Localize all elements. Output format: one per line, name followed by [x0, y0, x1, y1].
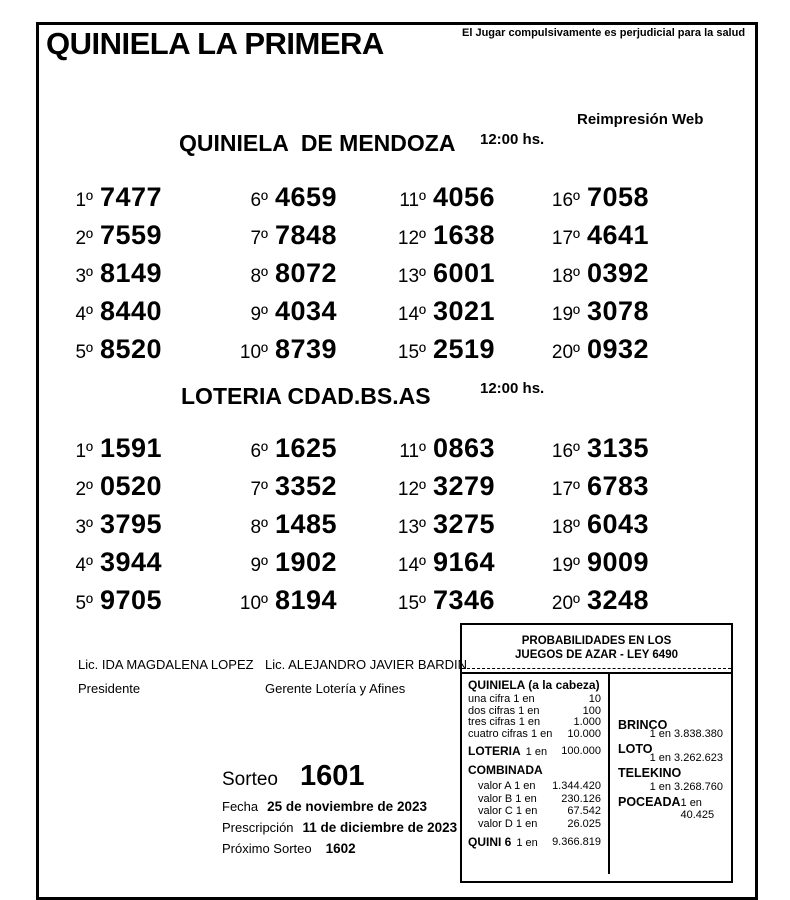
result-number: 4056 — [433, 182, 496, 212]
result-0-2º — [51, 216, 162, 254]
odds-label: una cifra 1 en — [468, 693, 535, 705]
combinada-odds-rows — [468, 780, 601, 830]
result-1-14º — [384, 543, 495, 581]
result-0-1º — [51, 178, 162, 216]
prescripcion-value: 11 de diciembre de 2023 — [302, 820, 458, 835]
result-number: 0863 — [433, 433, 496, 463]
result-0-17º — [538, 216, 649, 254]
result-1-8º — [226, 505, 337, 543]
odds-label: cuatro cifras 1 en — [468, 727, 553, 740]
section-time-caba: 12:00 hs. — [480, 380, 545, 397]
odds-value: 1.344.420 — [552, 780, 601, 792]
result-position: 7º — [250, 479, 268, 500]
game-telekino — [618, 767, 723, 793]
result-number: 1485 — [275, 509, 338, 539]
sorteo-block — [222, 760, 457, 856]
result-0-18º — [538, 254, 649, 292]
prescripcion-row — [222, 820, 457, 835]
result-number: 6783 — [587, 471, 650, 501]
probabilities-columns — [462, 674, 731, 874]
result-0-7º — [226, 216, 337, 254]
result-0-8º — [226, 254, 337, 292]
result-0-11º — [384, 178, 495, 216]
result-number: 3135 — [587, 433, 650, 463]
sorteo-label: Sorteo — [222, 769, 278, 790]
official-presidente — [78, 657, 254, 696]
proximo-label: Próximo Sorteo — [222, 841, 312, 856]
result-number: 7058 — [587, 182, 650, 212]
result-position: 13º — [397, 517, 426, 538]
result-1-15º — [384, 581, 495, 619]
result-1-12º — [384, 467, 495, 505]
result-number: 8149 — [100, 258, 163, 288]
odds-label: valor D 1 en — [478, 817, 538, 830]
result-1-10º — [226, 581, 337, 619]
result-position: 5º — [75, 593, 93, 614]
result-0-13º — [384, 254, 495, 292]
result-1-2º — [51, 467, 162, 505]
result-number: 3275 — [433, 509, 496, 539]
result-1-20º — [538, 581, 649, 619]
probabilities-title-line1: PROBABILIDADES EN LOS — [521, 635, 672, 647]
result-position: 4º — [75, 304, 93, 325]
odds-row — [468, 793, 601, 806]
odds-label: valor B 1 en — [478, 792, 537, 805]
result-1-3º — [51, 505, 162, 543]
result-position: 2º — [75, 479, 93, 500]
result-number: 3248 — [587, 585, 650, 615]
result-position: 20º — [551, 593, 580, 614]
game-brinco — [618, 719, 723, 740]
result-position: 4º — [75, 555, 93, 576]
result-number: 3795 — [100, 509, 163, 539]
result-0-20º — [538, 330, 649, 368]
section-title-mendoza: QUINIELA DE MENDOZA — [179, 130, 456, 156]
result-number: 3021 — [433, 296, 496, 326]
proximo-value: 1602 — [325, 841, 356, 856]
result-0-12º — [384, 216, 495, 254]
odds-row — [468, 717, 601, 729]
result-position: 6º — [250, 190, 268, 211]
section-title-caba: LOTERIA CDAD.BS.AS — [181, 383, 431, 409]
result-number: 7477 — [100, 182, 163, 212]
result-position: 3º — [75, 266, 93, 287]
result-number: 1591 — [100, 433, 163, 463]
quini6-odds-row — [468, 836, 601, 850]
result-number: 8194 — [275, 585, 338, 615]
result-number: 2519 — [433, 334, 496, 364]
result-position: 13º — [397, 266, 426, 287]
result-position: 2º — [75, 228, 93, 249]
result-number: 0932 — [587, 334, 650, 364]
result-position: 5º — [75, 342, 93, 363]
result-position: 8º — [250, 517, 268, 538]
result-0-16º — [538, 178, 649, 216]
result-position: 18º — [551, 517, 580, 538]
probabilities-box — [460, 623, 733, 883]
result-0-3º — [51, 254, 162, 292]
result-number: 1625 — [275, 433, 338, 463]
result-position: 16º — [551, 441, 580, 462]
result-1-18º — [538, 505, 649, 543]
game-label: BRINCO — [618, 718, 668, 732]
odds-value: 26.025 — [567, 817, 601, 830]
result-position: 15º — [397, 593, 426, 614]
probabilities-title — [462, 625, 731, 662]
result-number: 3279 — [433, 471, 496, 501]
odds-value: 10 — [588, 693, 601, 705]
result-position: 1º — [75, 441, 93, 462]
result-number: 4641 — [587, 220, 650, 250]
section-time-mendoza: 12:00 hs. — [480, 131, 545, 148]
result-number: 7346 — [433, 585, 496, 615]
result-position: 18º — [551, 266, 580, 287]
odds-value: 230.126 — [561, 792, 601, 805]
result-position: 20º — [551, 342, 580, 363]
game-odds-value: 1 en 3.838.380 — [649, 728, 723, 740]
result-number: 1638 — [433, 220, 496, 250]
result-position: 6º — [250, 441, 268, 462]
quini6-label: QUINI 6 — [468, 835, 512, 849]
result-position: 19º — [551, 555, 580, 576]
prescripcion-label: Prescripción — [222, 820, 294, 835]
odds-label: tres cifras 1 en — [468, 716, 541, 728]
result-1-9º — [226, 543, 337, 581]
result-position: 10º — [239, 593, 268, 614]
official-name: Lic. ALEJANDRO JAVIER BARDIN — [265, 657, 468, 672]
quiniela-odds-rows — [468, 694, 601, 740]
result-1-17º — [538, 467, 649, 505]
result-0-5º — [51, 330, 162, 368]
odds-label: valor C 1 en — [478, 805, 538, 817]
odds-row — [468, 729, 601, 741]
result-0-10º — [226, 330, 337, 368]
result-number: 4034 — [275, 296, 338, 326]
result-position: 14º — [397, 555, 426, 576]
loteria-odds-row — [468, 745, 601, 759]
official-role: Gerente Lotería y Afines — [265, 681, 406, 696]
result-number: 8739 — [275, 334, 338, 364]
result-1-6º — [226, 429, 337, 467]
result-1-19º — [538, 543, 649, 581]
result-position: 9º — [250, 555, 268, 576]
page-title: QUINIELA LA PRIMERA — [46, 26, 384, 61]
game-odds-value: 1 en 40.425 — [680, 797, 715, 821]
game-label: TELEKINO — [618, 766, 682, 780]
result-1-7º — [226, 467, 337, 505]
result-number: 9164 — [433, 547, 496, 577]
fecha-row — [222, 799, 457, 814]
fecha-value: 25 de noviembre de 2023 — [267, 799, 427, 814]
odds-row — [468, 818, 601, 831]
result-0-14º — [384, 292, 495, 330]
result-position: 15º — [397, 342, 426, 363]
result-position: 14º — [397, 304, 426, 325]
result-position: 8º — [250, 266, 268, 287]
result-number: 1902 — [275, 547, 338, 577]
game-poceada — [618, 796, 723, 821]
result-1-11º — [384, 429, 495, 467]
result-1-13º — [384, 505, 495, 543]
result-number: 7848 — [275, 220, 338, 250]
sorteo-number-line — [222, 760, 457, 793]
odds-value: 10.000 — [567, 727, 601, 740]
result-number: 8440 — [100, 296, 163, 326]
result-number: 8072 — [275, 258, 338, 288]
odds-row — [468, 694, 601, 706]
result-number: 0520 — [100, 471, 163, 501]
loteria-1en: 1 en — [525, 746, 548, 758]
result-0-9º — [226, 292, 337, 330]
result-number: 7559 — [100, 220, 163, 250]
result-position: 19º — [551, 304, 580, 325]
result-number: 6043 — [587, 509, 650, 539]
result-0-15º — [384, 330, 495, 368]
result-0-6º — [226, 178, 337, 216]
result-0-19º — [538, 292, 649, 330]
game-label: POCEADA — [618, 795, 681, 809]
result-position: 16º — [551, 190, 580, 211]
result-position: 10º — [239, 342, 268, 363]
result-number: 8520 — [100, 334, 163, 364]
result-position: 17º — [551, 479, 580, 500]
quini6-value: 9.366.819 — [552, 836, 601, 848]
result-1-4º — [51, 543, 162, 581]
result-position: 3º — [75, 517, 93, 538]
result-position: 9º — [250, 304, 268, 325]
probabilities-left-column — [462, 674, 610, 874]
sorteo-number: 1601 — [299, 760, 365, 792]
result-position: 12º — [397, 228, 426, 249]
odds-row — [468, 780, 601, 793]
result-number: 3352 — [275, 471, 338, 501]
combinada-header: COMBINADA — [468, 763, 543, 777]
game-odds-value: 1 en 3.262.623 — [649, 752, 723, 764]
official-name: Lic. IDA MAGDALENA LOPEZ — [78, 657, 254, 672]
result-position: 11º — [399, 190, 426, 211]
result-position: 11º — [399, 441, 426, 462]
result-1-16º — [538, 429, 649, 467]
probabilities-title-line2: JUEGOS DE AZAR - LEY 6490 — [515, 649, 678, 661]
official-gerente — [265, 657, 467, 696]
result-position: 17º — [551, 228, 580, 249]
game-label: LOTO — [618, 742, 653, 756]
fecha-label: Fecha — [222, 799, 259, 814]
probabilities-right-column — [610, 674, 731, 874]
quini6-1en: 1 en — [516, 837, 538, 849]
loteria-label: LOTERIA — [468, 744, 521, 758]
odds-value: 67.542 — [567, 805, 601, 817]
result-position: 7º — [250, 228, 268, 249]
result-number: 4659 — [275, 182, 338, 212]
odds-value: 100 — [582, 704, 601, 717]
result-1-1º — [51, 429, 162, 467]
result-number: 6001 — [433, 258, 496, 288]
quiniela-header: QUINIELA (a la cabeza) — [468, 678, 600, 692]
result-number: 9009 — [587, 547, 650, 577]
odds-value: 1.000 — [573, 716, 601, 728]
official-role: Presidente — [78, 681, 141, 696]
result-0-4º — [51, 292, 162, 330]
odds-label: valor A 1 en — [478, 780, 536, 792]
responsible-gaming-warning: El Jugar compulsivamente es perjudicial para la salud — [462, 27, 746, 39]
odds-label: dos cifras 1 en — [468, 704, 540, 717]
game-loto — [618, 743, 723, 764]
proximo-sorteo-row — [222, 841, 457, 856]
game-odds-value: 1 en 3.268.760 — [649, 781, 723, 793]
result-number: 3944 — [100, 547, 163, 577]
odds-row — [468, 805, 601, 818]
result-position: 12º — [397, 479, 426, 500]
result-position: 1º — [75, 190, 93, 211]
reprint-label: Reimpresión Web — [577, 111, 704, 128]
loteria-value: 100.000 — [561, 745, 601, 757]
result-number: 9705 — [100, 585, 163, 615]
result-1-5º — [51, 581, 162, 619]
result-number: 3078 — [587, 296, 650, 326]
result-number: 0392 — [587, 258, 650, 288]
